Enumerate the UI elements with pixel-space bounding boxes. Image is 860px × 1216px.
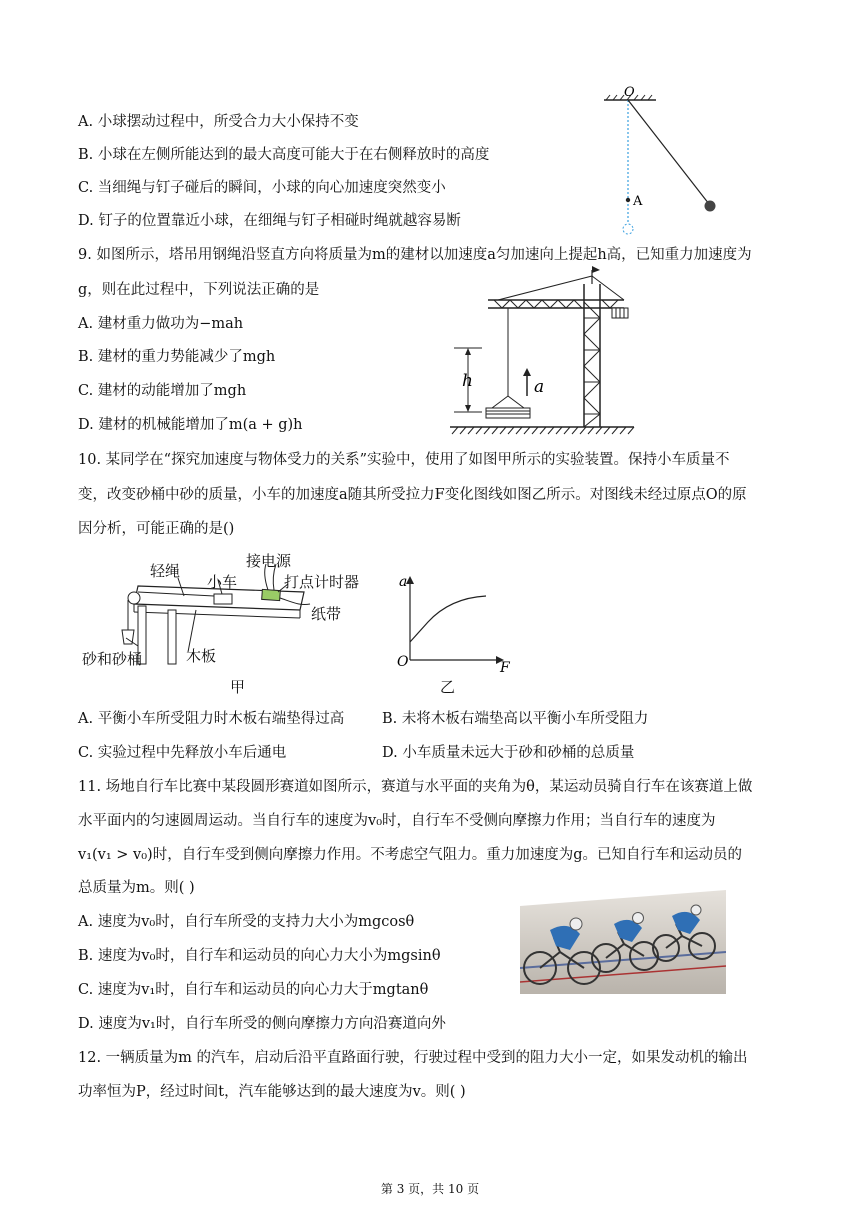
caption-yi: 乙 (440, 678, 456, 696)
a-label: a (534, 377, 545, 397)
crane-figure (448, 262, 638, 440)
q8-option-b: B. 小球在左侧所能达到的最大高度可能大于在右侧释放时的高度 (78, 147, 490, 163)
graph-y-label: a (399, 574, 408, 590)
q11-stem-line1: 11. 场地自行车比赛中某段圆形赛道如图所示，赛道与水平面的夹角为θ，某运动员骑自行车在该赛道上做 (78, 779, 753, 795)
page-footer: 第 3 页，共 10 页 (380, 1182, 480, 1196)
graph-x-label: F (500, 660, 510, 676)
label-cart: 小车 (207, 573, 238, 591)
label-power: 接电源 (246, 552, 292, 570)
q10-stem-line2: 变，改变砂桶中砂的质量，小车的加速度a随其所受拉力F变化图线如图乙所示。对图线未经过原点O的原 (78, 487, 747, 503)
label-bucket: 砂和砂桶 (82, 650, 143, 668)
label-timer: 打点计时器 (284, 573, 360, 591)
q8-option-c: C. 当细绳与钉子碰后的瞬间，小球的向心加速度突然变小 (78, 180, 446, 196)
q11-option-a: A. 速度为v₀时，自行车所受的支持力大小为mgcosθ (78, 914, 415, 930)
nail-label: A (633, 194, 643, 209)
q11-option-d: D. 速度为v₁时，自行车所受的侧向摩擦力方向沿赛道向外 (78, 1016, 446, 1032)
q10-option-d: D. 小车质量未远大于砂和砂桶的总质量 (382, 745, 635, 761)
q10-option-b: B. 未将木板右端垫高以平衡小车所受阻力 (382, 711, 649, 727)
q11-stem-line4: 总质量为m。则( ) (78, 880, 195, 896)
q12-stem-line2: 功率恒为P，经过时间t，汽车能够达到的最大速度为v。则( ) (78, 1084, 466, 1100)
q12-stem-line1: 12. 一辆质量为m 的汽车，启动后沿平直路面行驶，行驶过程中受到的阻力大小一定，如果发动机的输出 (78, 1050, 748, 1066)
q8-option-a: A. 小球摆动过程中，所受合力大小保持不变 (78, 114, 359, 130)
graph-origin-label: O (397, 654, 409, 670)
q9-option-a: A. 建材重力做功为−mah (78, 316, 244, 332)
q11-option-c: C. 速度为v₁时，自行车和运动员的向心力大于mgtanθ (78, 982, 429, 998)
q11-stem-line3: v₁(v₁ > v₀)时，自行车受到侧向摩擦力作用。不考虑空气阻力。重力加速度为g。已知自行车和运动员的 (78, 847, 742, 863)
q10-option-a: A. 平衡小车所受阻力时木板右端垫得过高 (78, 711, 345, 727)
q9-option-b: B. 建材的重力势能减少了mgh (78, 349, 276, 365)
label-tape: 纸带 (311, 605, 342, 623)
q9-option-c: C. 建材的动能增加了mgh (78, 383, 247, 399)
q8-option-d: D. 钉子的位置靠近小球，在细绳与钉子相碰时绳就越容易断 (78, 213, 461, 229)
q10-option-c: C. 实验过程中先释放小车后通电 (78, 745, 287, 761)
q10-stem-line1: 10. 某同学在“探究加速度与物体受力的关系”实验中，使用了如图甲所示的实验装置。保持小车质量不 (78, 452, 730, 468)
pivot-label: O (624, 85, 635, 100)
q10-stem-line3: 因分析，可能正确的是() (78, 521, 235, 537)
a-f-graph (394, 568, 524, 676)
q9-stem-line2: g，则在此过程中，下列说法正确的是 (78, 282, 320, 298)
h-label: h (462, 371, 473, 391)
q9-stem-line1: 9. 如图所示，塔吊用钢绳沿竖直方向将质量为m的建材以加速度a匀加速向上提起h高，已知重力加速度为 (78, 247, 752, 263)
q11-stem-line2: 水平面内的匀速圆周运动。当自行车的速度为v₀时，自行车不受侧向摩擦力作用；当自行车的速度为 (78, 813, 716, 829)
label-board: 木板 (186, 647, 217, 665)
q11-option-b: B. 速度为v₀时，自行车和运动员的向心力大小为mgsinθ (78, 948, 441, 964)
q9-option-d: D. 建材的机械能增加了m(a + g)h (78, 417, 303, 433)
label-rope: 轻绳 (150, 562, 181, 580)
caption-jia: 甲 (230, 678, 246, 696)
cyclists-photo (520, 890, 726, 994)
pendulum-figure (596, 84, 726, 244)
